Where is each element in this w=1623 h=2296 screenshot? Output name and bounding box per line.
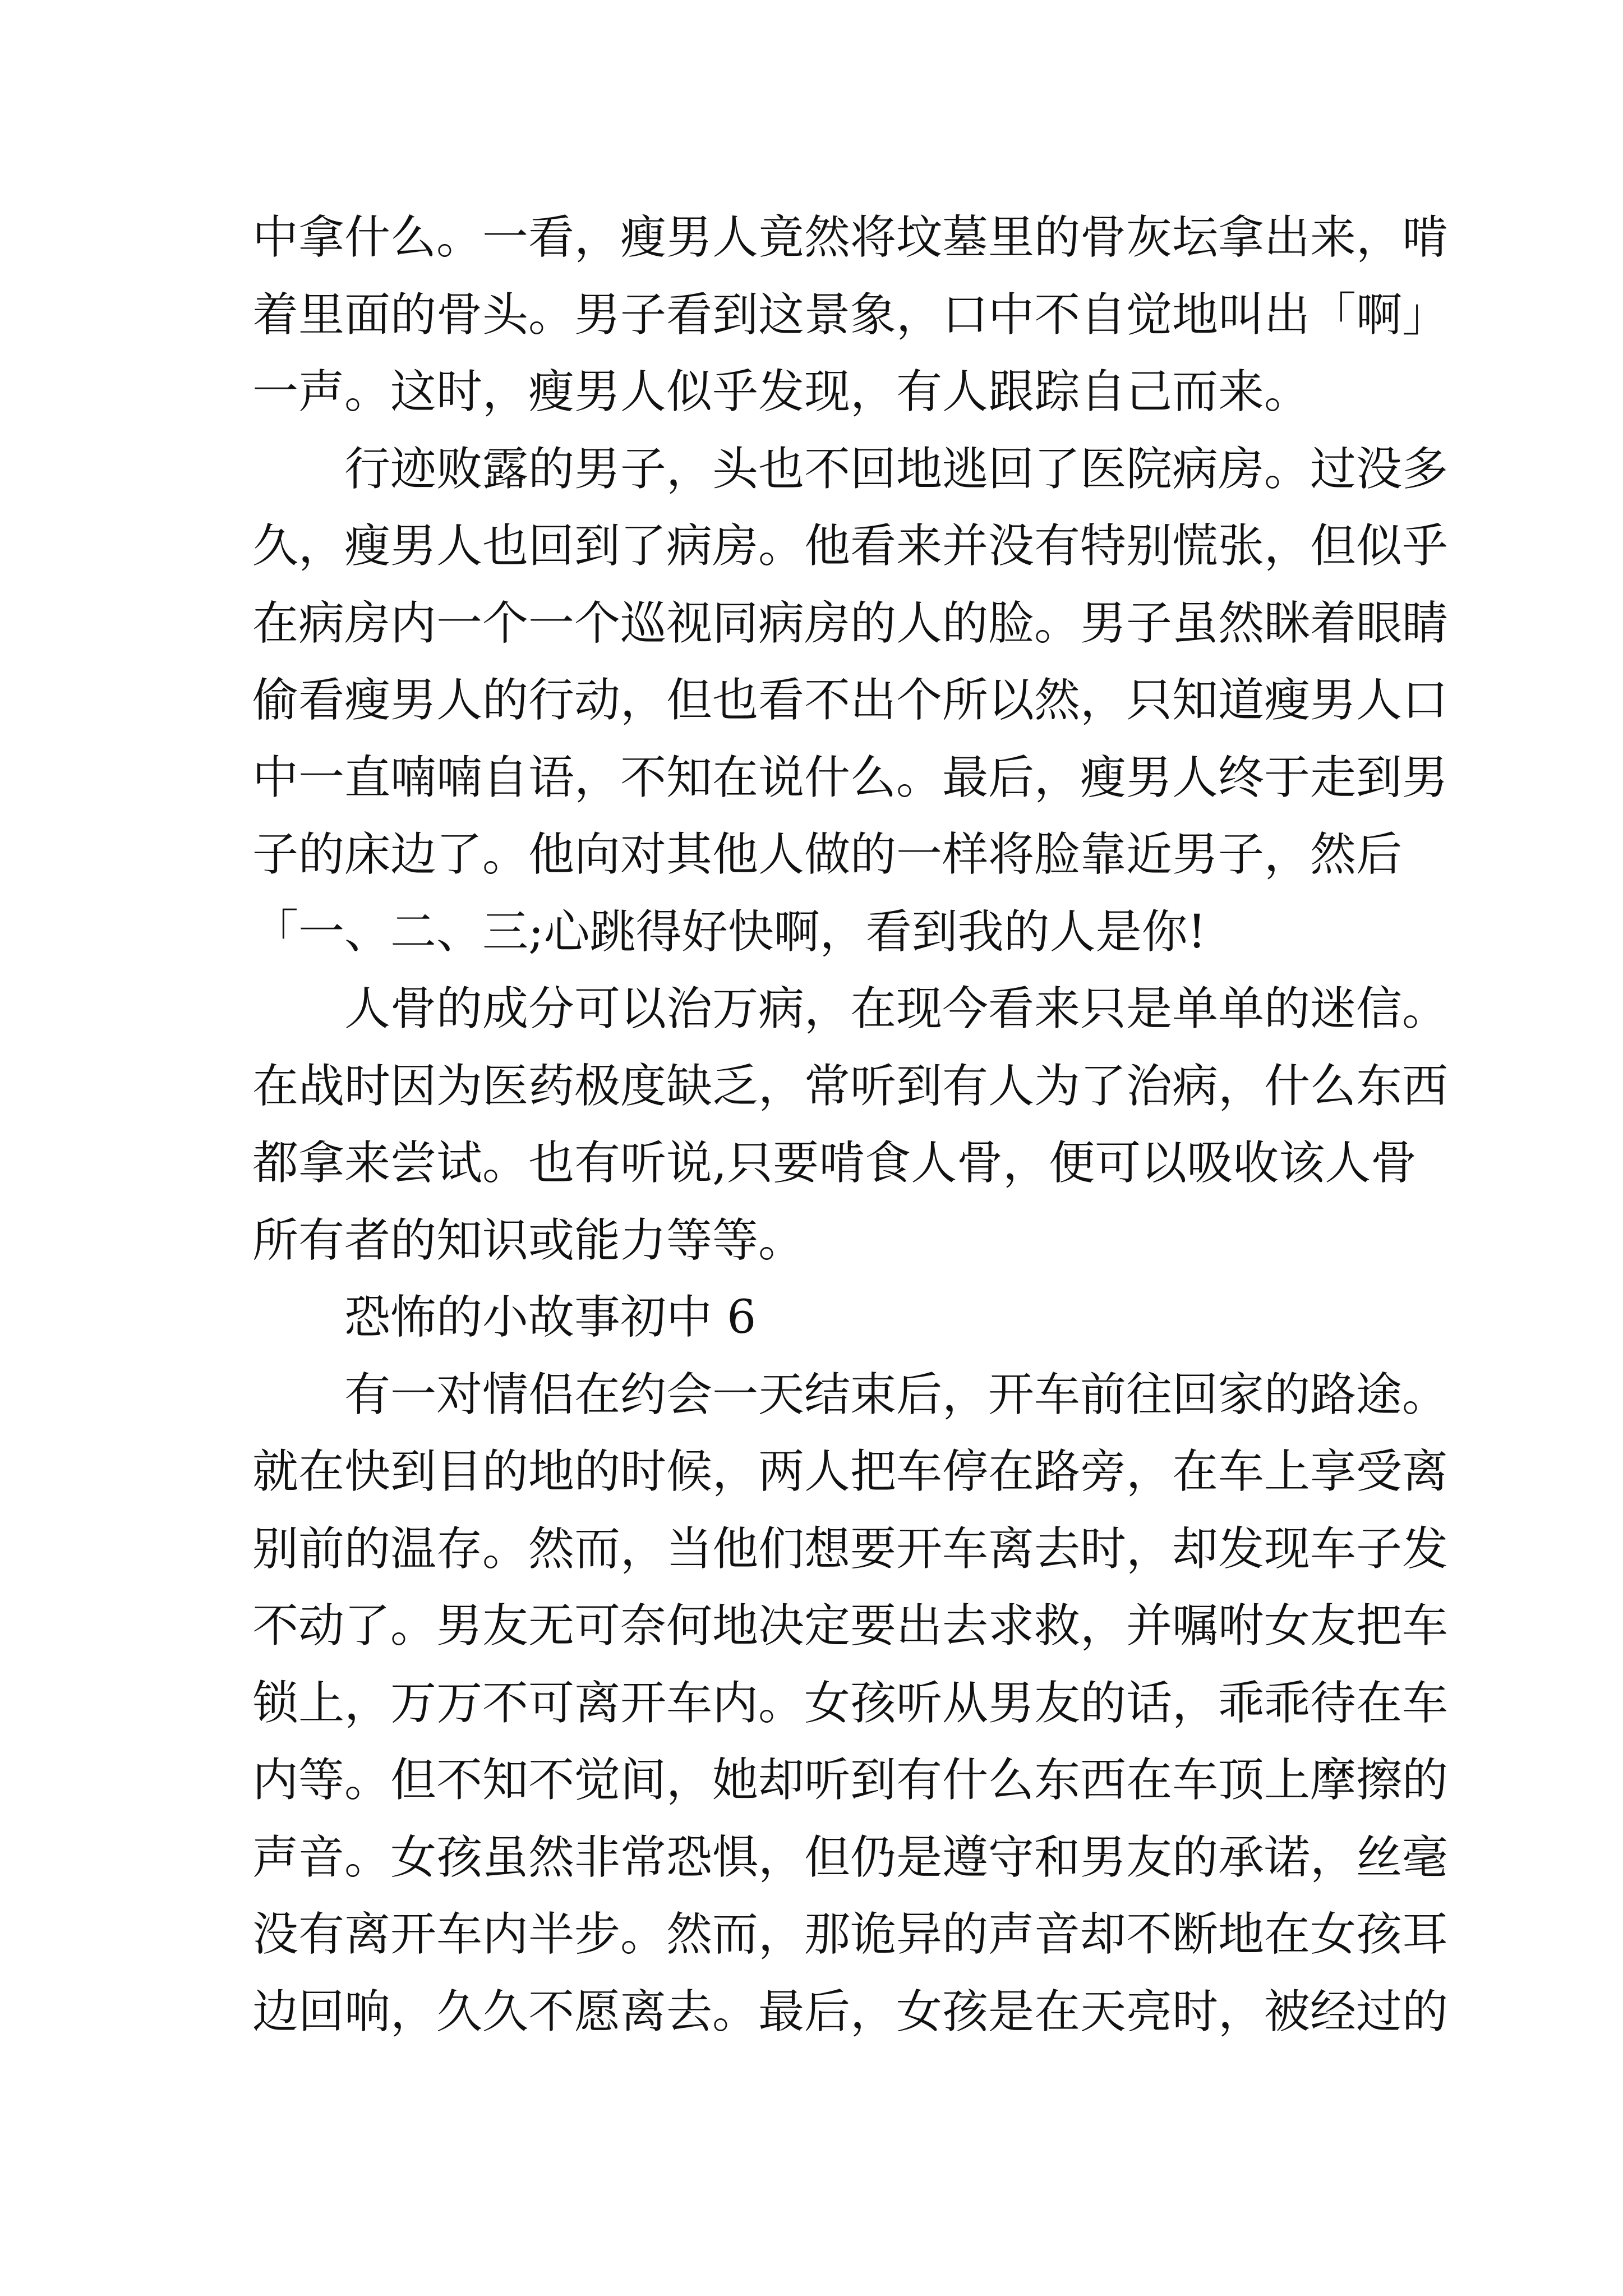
paragraph-first-line: 有一对情侣在约会一天结束后，开车前往回家的路途。	[344, 1368, 1449, 1421]
text-line: 内等。但不知不觉间，她却听到有什么东西在车顶上摩擦的	[252, 1754, 1449, 1807]
text-line: 一声。这时，瘦男人似乎发现，有人跟踪自己而来。	[252, 365, 1311, 418]
text-line: 子的床边了。他向对其他人做的一样将脸靠近男子，然后	[252, 828, 1403, 881]
text-line: 偷看瘦男人的行动，但也看不出个所以然，只知道瘦男人口	[252, 674, 1449, 727]
text-line: 中一直喃喃自语，不知在说什么。最后，瘦男人终于走到男	[252, 751, 1449, 804]
text-line: 边回响，久久不愿离去。最后，女孩是在天亮时，被经过的	[252, 1985, 1449, 2039]
text-line: 都拿来尝试。也有听说,只要啃食人骨，便可以吸收该人骨	[252, 1137, 1417, 1190]
text-line: 锁上，万万不可离开车内。女孩听从男友的话，乖乖待在车	[252, 1676, 1449, 1730]
text-line: 在战时因为医药极度缺乏，常听到有人为了治病，什么东西	[252, 1059, 1449, 1113]
text-line: 久，瘦男人也回到了病房。他看来并没有特别慌张，但似乎	[252, 519, 1449, 573]
text-line: 声音。女孩虽然非常恐惧，但仍是遵守和男友的承诺，丝毫	[252, 1830, 1449, 1884]
text-line: 没有离开车内半步。然而，那诡异的声音却不断地在女孩耳	[252, 1908, 1449, 1961]
text-line: 别前的温存。然而，当他们想要开车离去时，却发现车子发	[252, 1522, 1449, 1576]
paragraph-first-line: 人骨的成分可以治万病，在现今看来只是单单的迷信。	[344, 982, 1449, 1036]
text-line: 着里面的骨头。男子看到这景象，口中不自觉地叫出「啊」	[252, 288, 1449, 342]
text-line: 就在快到目的地的时候，两人把车停在路旁，在车上享受离	[252, 1445, 1449, 1498]
text-line: 「一、二、三;心跳得好快啊，看到我的人是你!	[252, 905, 1206, 959]
body-text	[252, 199, 1449, 2050]
text-line: 在病房内一个一个巡视同病房的人的脸。男子虽然眯着眼睛	[252, 596, 1449, 650]
text-line: 中拿什么。一看，瘦男人竟然将坟墓里的骨灰坛拿出来，啃	[252, 211, 1449, 264]
text-line: 不动了。男友无可奈何地决定要出去求救，并嘱咐女友把车	[252, 1599, 1449, 1653]
section-heading: 恐怖的小故事初中 6	[344, 1291, 757, 1344]
paragraph-first-line: 行迹败露的男子，头也不回地逃回了医院病房。过没多	[344, 442, 1449, 496]
text-line: 所有者的知识或能力等等。	[252, 1213, 805, 1267]
